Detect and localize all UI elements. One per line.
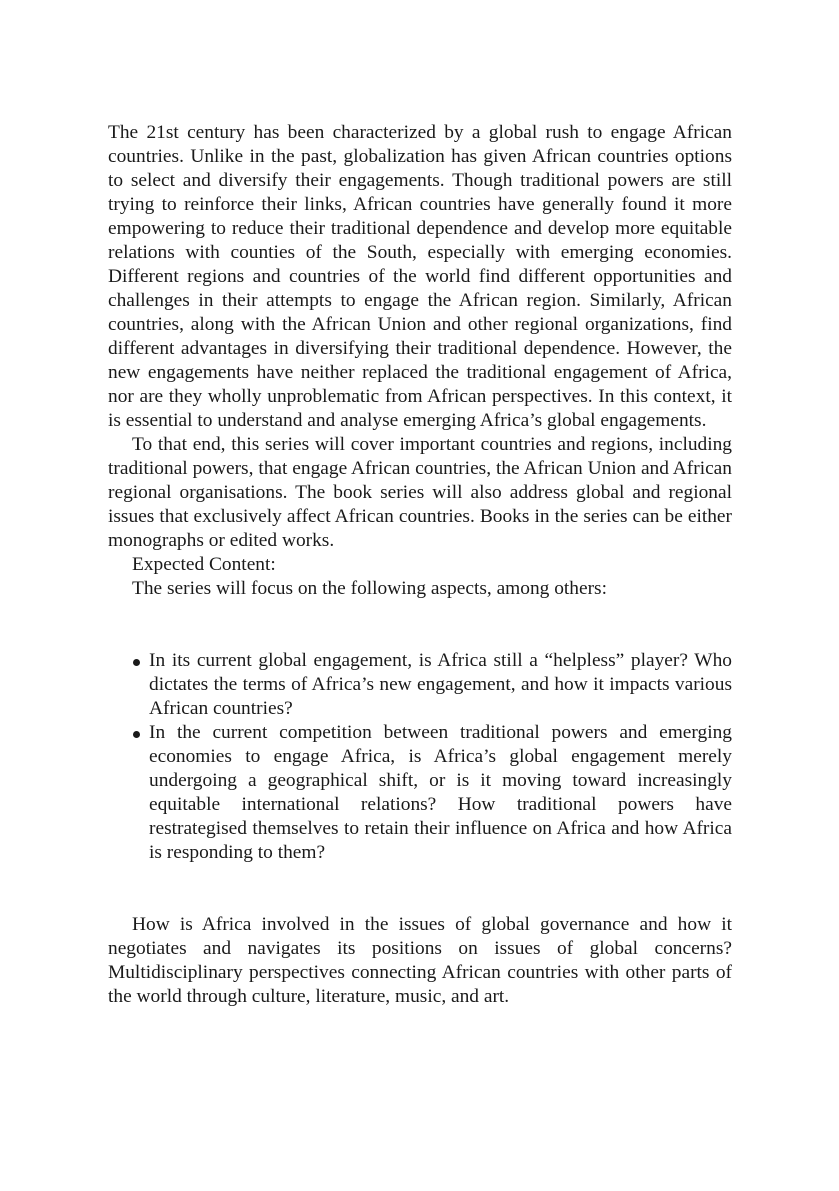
bullet-icon <box>133 659 140 666</box>
intro-paragraph: The 21st century has been characterized by a global rush to engage African countries. Unlike in the past, globalization has given African countries options to select and diversify their engagements. Though traditional powers are still trying to reinforce their links, African countries have generally found it more empowering to reduce their traditional dependence and develop more equitable relations with counties of the South, especially with emerging economies. Different regions and countries of the world find different opportunities and challenges in their attempts to engage the African region. Similarly, African countries, along with the African Union and other regional organizations, find different advantages in diversifying their traditional dependence. However, the new engagements have neither replaced the traditional engagement of Africa, nor are they wholly unproblematic from African perspectives. In this context, it is essential to understand and analyse emerging Africa’s global engagements. <box>108 122 732 431</box>
page-content <box>108 121 732 1009</box>
bullet-text: In the current competition between traditional powers and emerging economies to engage Africa, is Africa’s global engagement merely undergoing a geographical shift, or is it moving toward increasingly equitable international relations? How traditional powers have restrategised themselves to retain their influence on Africa and how Africa is responding to them? <box>149 722 732 863</box>
focus-bullet-list <box>108 649 732 865</box>
focus-intro: The series will focus on the following aspects, among others: <box>132 578 607 599</box>
bullet-icon <box>133 731 140 738</box>
list-item <box>108 649 732 721</box>
closing-paragraph: How is Africa involved in the issues of global governance and how it negotiates and navigates its positions on issues of global concerns? Multidisciplinary perspectives connecting African countries with other parts of the world through culture, literature, music, and art. <box>108 914 732 1007</box>
bullet-text: In its current global engagement, is Africa still a “helpless” player? Who dictates the terms of Africa’s new engagement, and how it impacts various African countries? <box>149 650 732 719</box>
list-item <box>108 721 732 865</box>
expected-content-heading: Expected Content: <box>132 554 276 575</box>
series-scope-paragraph: To that end, this series will cover important countries and regions, including traditional powers, that engage African countries, the African Union and African regional organisations. The book series will also address global and regional issues that exclusively affect African countries. Books in the series can be either monographs or edited works. <box>108 434 732 551</box>
